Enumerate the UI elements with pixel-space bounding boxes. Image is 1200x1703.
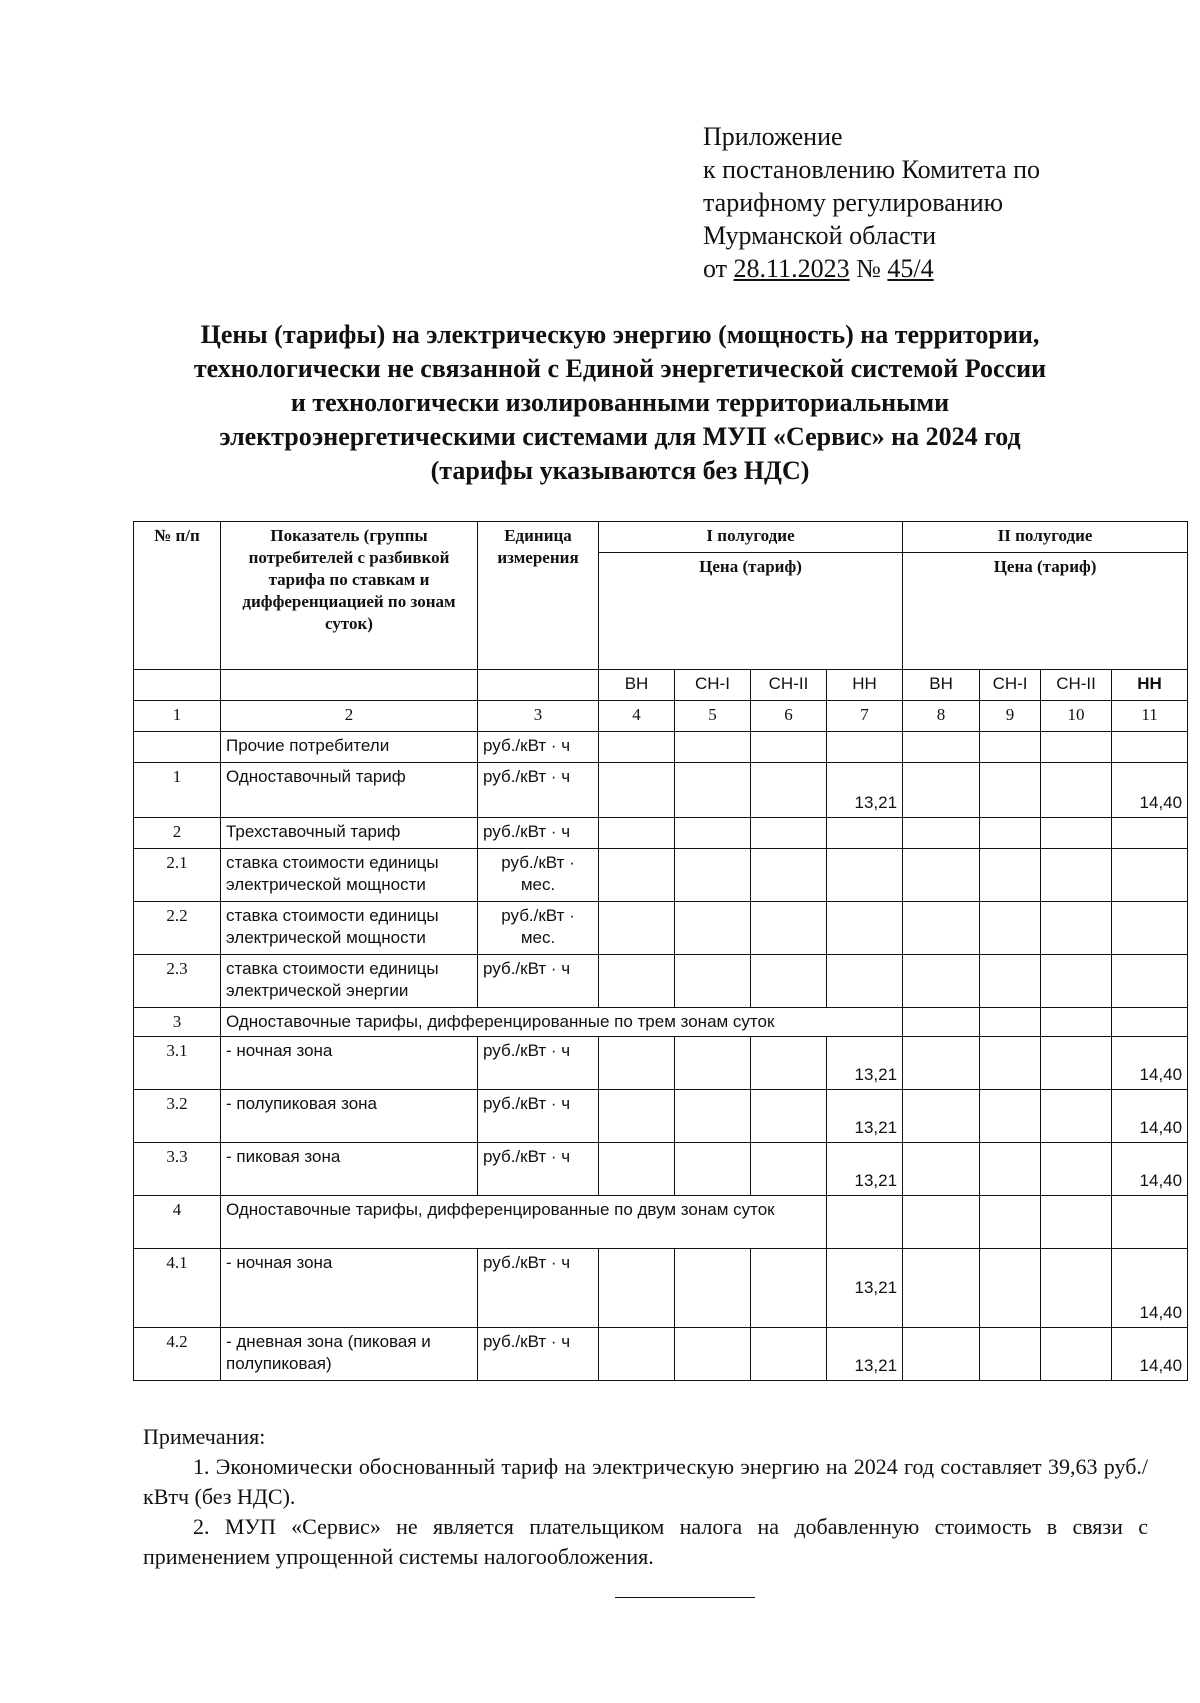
column-number: 10 xyxy=(1041,701,1112,732)
levels-empty xyxy=(478,670,599,701)
row-name: ставка стоимости единицы электрической энергии xyxy=(221,955,478,1008)
price-nn-half-2: 14,40 xyxy=(1112,1328,1188,1381)
price-nn-half-1: 13,21 xyxy=(827,763,903,818)
table-row xyxy=(134,1328,1188,1381)
table-row xyxy=(134,902,1188,955)
annex-line-3: тарифному регулированию xyxy=(703,188,1004,217)
annex-line-4: Мурманской области xyxy=(703,221,936,250)
level-header: НН xyxy=(827,670,903,701)
table-row xyxy=(134,1249,1188,1328)
row-unit: руб./кВт · ч xyxy=(478,818,599,849)
price-nn-half-1: 13,21 xyxy=(827,1037,903,1090)
row-name: Прочие потребители xyxy=(221,732,478,763)
row-num: 3.3 xyxy=(134,1143,221,1196)
column-number: 8 xyxy=(903,701,980,732)
annex-line-1: Приложение xyxy=(703,122,843,151)
level-header: СН-I xyxy=(980,670,1041,701)
column-number: 9 xyxy=(980,701,1041,732)
price-nn-half-2: 14,40 xyxy=(1112,1037,1188,1090)
row-name: - дневная зона (пиковая и полупиковая) xyxy=(221,1328,478,1381)
levels-empty xyxy=(134,670,221,701)
row-name: Одноставочные тарифы, дифференцированные по трем зонам суток xyxy=(221,1008,903,1037)
row-name: - полупиковая зона xyxy=(221,1090,478,1143)
column-number: 6 xyxy=(751,701,827,732)
row-num: 3.1 xyxy=(134,1037,221,1090)
row-unit: руб./кВт · ч xyxy=(478,763,599,818)
header-price-1: Цена (тариф) xyxy=(599,553,903,670)
level-header: ВН xyxy=(903,670,980,701)
price-nn-half-1: 13,21 xyxy=(827,1090,903,1143)
level-header: СН-I xyxy=(675,670,751,701)
price-nn-half-2: 14,40 xyxy=(1112,1143,1188,1196)
row-unit: руб./кВт · мес. xyxy=(478,902,599,955)
column-numbers-row xyxy=(134,701,1188,732)
row-num xyxy=(134,732,221,763)
title-line-5: (тарифы указываются без НДС) xyxy=(430,456,810,485)
row-unit: руб./кВт · ч xyxy=(478,1249,599,1328)
table-row xyxy=(134,1143,1188,1196)
row-name: Трехставочный тариф xyxy=(221,818,478,849)
header-price-2: Цена (тариф) xyxy=(903,553,1188,670)
row-unit: руб./кВт · ч xyxy=(478,1143,599,1196)
table-row xyxy=(134,818,1188,849)
table-row xyxy=(134,732,1188,763)
row-num: 2.1 xyxy=(134,849,221,902)
column-number: 4 xyxy=(599,701,675,732)
table-row xyxy=(134,763,1188,818)
row-name: ставка стоимости единицы электрической мощности xyxy=(221,849,478,902)
header-half-2: II полугодие xyxy=(903,522,1188,553)
row-unit: руб./кВт · ч xyxy=(478,1328,599,1381)
row-unit: руб./кВт · мес. xyxy=(478,849,599,902)
row-unit: руб./кВт · ч xyxy=(478,732,599,763)
levels-empty xyxy=(221,670,478,701)
notes-heading: Примечания: xyxy=(143,1424,266,1449)
levels-row xyxy=(134,670,1188,701)
row-num: 2.2 xyxy=(134,902,221,955)
table-row xyxy=(134,1196,1188,1249)
row-name: ставка стоимости единицы электрической мощности xyxy=(221,902,478,955)
column-number: 7 xyxy=(827,701,903,732)
price-nn-half-1: 13,21 xyxy=(827,1249,903,1328)
title-line-2: технологически не связанной с Единой энергетической системой России xyxy=(193,354,1047,383)
annex-line-2: к постановлению Комитета по xyxy=(703,155,1041,184)
tariff-table xyxy=(133,521,1188,1381)
table-body xyxy=(134,522,1188,1381)
table-row xyxy=(134,955,1188,1008)
annex-date: 28.11.2023 xyxy=(733,254,850,283)
column-number: 1 xyxy=(134,701,221,732)
price-nn-half-2: 14,40 xyxy=(1112,1090,1188,1143)
row-num: 4.2 xyxy=(134,1328,221,1381)
annex-number-sign: № xyxy=(856,254,881,283)
annex-block xyxy=(703,120,1040,285)
row-name: Одноставочные тарифы, дифференцированные по двум зонам суток xyxy=(221,1196,827,1249)
table-row xyxy=(134,1037,1188,1090)
row-num: 1 xyxy=(134,763,221,818)
column-number: 3 xyxy=(478,701,599,732)
annex-date-line xyxy=(703,252,1040,285)
level-header: НН xyxy=(1112,670,1188,701)
header-row-1 xyxy=(134,522,1188,553)
row-num: 3.2 xyxy=(134,1090,221,1143)
table-row xyxy=(134,1090,1188,1143)
price-nn-half-2: 14,40 xyxy=(1112,1249,1188,1328)
annex-prefix: от xyxy=(703,254,728,283)
header-indicator: Показатель (группы потребителей с разбивкой тарифа по ставкам и дифференциацией по зонам суток) xyxy=(221,522,478,670)
notes-block xyxy=(143,1422,1148,1572)
title-line-4: электроэнергетическими системами для МУП «Сервис» на 2024 год xyxy=(219,422,1021,451)
header-unit: Единица измерения xyxy=(478,522,599,670)
document-title xyxy=(120,318,1120,488)
row-num: 4 xyxy=(134,1196,221,1249)
row-num: 4.1 xyxy=(134,1249,221,1328)
price-nn-half-2: 14,40 xyxy=(1112,763,1188,818)
row-num: 2.3 xyxy=(134,955,221,1008)
column-number: 5 xyxy=(675,701,751,732)
note-2: 2. МУП «Сервис» не является плательщиком налога на добавленную стоимость в связи с применением упрощенной системы налогообложения. xyxy=(143,1514,1148,1569)
header-num: № п/п xyxy=(134,522,221,670)
title-line-1: Цены (тарифы) на электрическую энергию (мощность) на территории, xyxy=(200,320,1040,349)
row-name: - ночная зона xyxy=(221,1037,478,1090)
level-header: СН-II xyxy=(1041,670,1112,701)
row-unit: руб./кВт · ч xyxy=(478,955,599,1008)
title-line-3: и технологически изолированными территориальными xyxy=(290,388,950,417)
row-name: - пиковая зона xyxy=(221,1143,478,1196)
column-number: 11 xyxy=(1112,701,1188,732)
level-header: СН-II xyxy=(751,670,827,701)
row-num: 2 xyxy=(134,818,221,849)
row-name: - ночная зона xyxy=(221,1249,478,1328)
row-name: Одноставочный тариф xyxy=(221,763,478,818)
column-number: 2 xyxy=(221,701,478,732)
note-1: 1. Экономически обоснованный тариф на электрическую энергию на 2024 год составляет 39,63 руб./кВтч (без НДС). xyxy=(143,1454,1148,1509)
table-row xyxy=(134,1008,1188,1037)
row-num: 3 xyxy=(134,1008,221,1037)
level-header: ВН xyxy=(599,670,675,701)
closing-rule xyxy=(615,1597,755,1598)
row-unit: руб./кВт · ч xyxy=(478,1090,599,1143)
table-row xyxy=(134,849,1188,902)
price-nn-half-1: 13,21 xyxy=(827,1328,903,1381)
row-unit: руб./кВт · ч xyxy=(478,1037,599,1090)
header-half-1: I полугодие xyxy=(599,522,903,553)
annex-number: 45/4 xyxy=(887,254,934,283)
price-nn-half-1: 13,21 xyxy=(827,1143,903,1196)
